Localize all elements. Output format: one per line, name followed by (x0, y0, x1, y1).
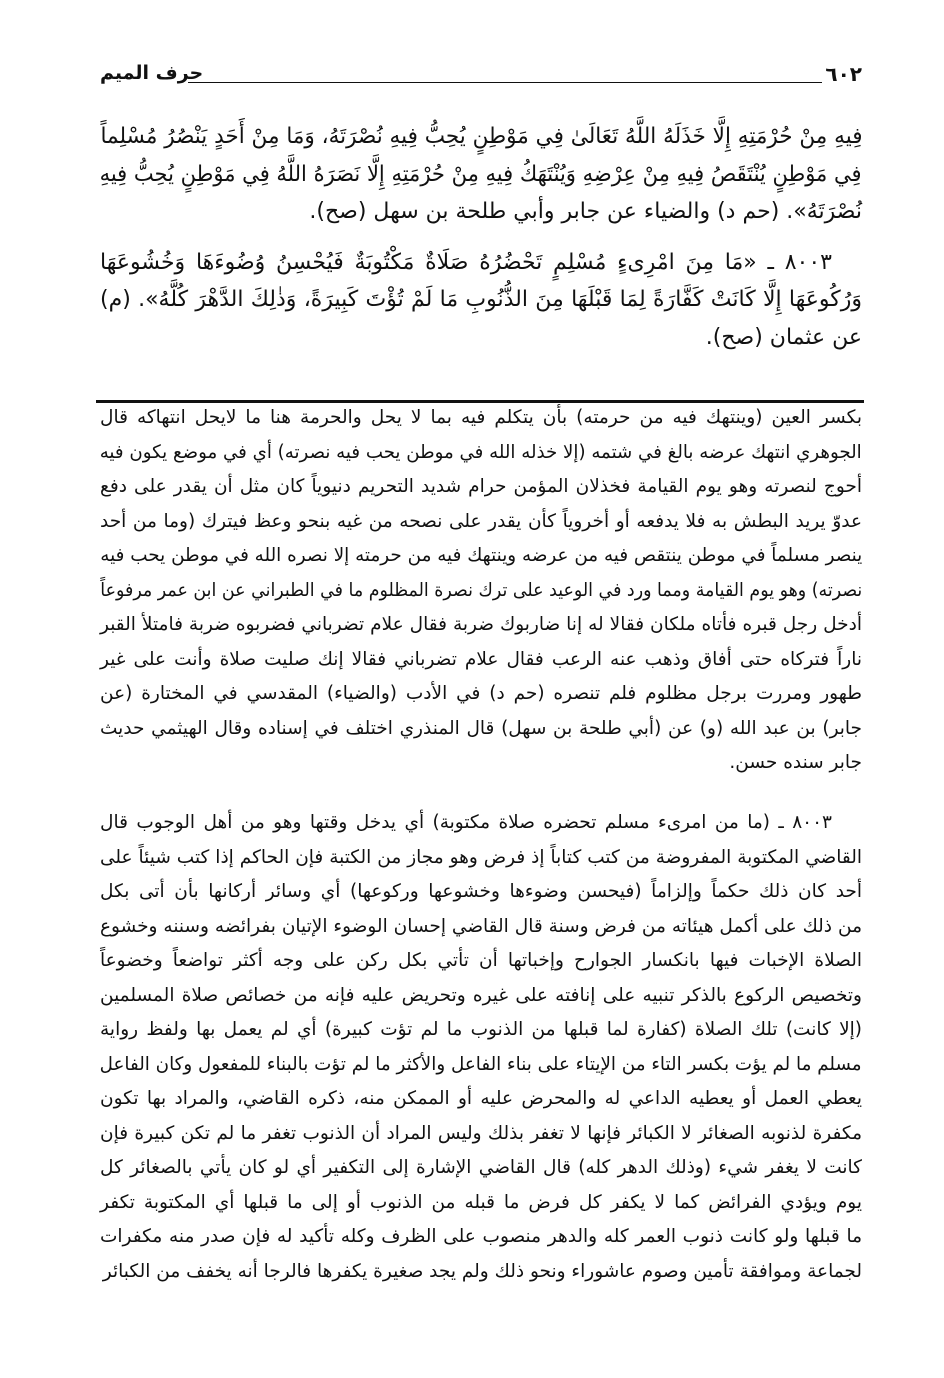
commentary-line-text: يعطي العمل أو يعطيه الداعي له والمحرض عليه أو الممكن منه، ذكره القاضي، والمراد بها تكون (100, 1088, 862, 1109)
commentary-line (100, 472, 862, 502)
commentary-line-text: من ذلك على أكمل هيئاته من فرض وسنة قال القاضي إحسان الوضوء الإتيان بفرائضه وسننه وخشوع (100, 915, 862, 937)
commentary-line (100, 541, 862, 571)
hadith-line-text: فِيهِ مِنْ حُرْمَتِهِ إِلَّا خَذَلَهُ اللَّهُ تَعَالَىٰ فِي مَوْطِنٍ يُحِبُّ فِيهِ نُصْرَتَهُ، وَمَا مِنْ أَحَدٍ يَنْصُرُ مُسْلِماً (100, 124, 862, 149)
commentary-line-text: ٨٠٠٣ ـ (ما من امرىء مسلم تحضره صلاة مكتوبة) أي يدخل وقتها وهو من أهل الوجوب قال (100, 812, 832, 833)
commentary-line-text: أدخل رجل قبره فأتاه ملكان فقالا له إنا ضاربوك ضربة فقال علام تضرباني فضربوه ضربة فامتلأ القبر (100, 614, 862, 635)
commentary-line-text: بكسر العين (وينتهك فيه من حرمته) بأن يتكلم فيه بما لا يحل والحرمة هنا ما لايحل انتهاكه قال (100, 407, 862, 428)
hadith-line-text: نُصْرَتَهُ». (حم د) والضياء عن جابر وأبي طلحة بن سهل (صح). (309, 199, 862, 224)
hadith-line-text: ٨٠٠٣ ـ «مَا مِنَ امْرِىءٍ مُسْلِمٍ تَحْضُرُهُ صَلَاةٌ مَكْتُوبَةٌ فَيُحْسِنُ وُضُوءَهَا وَخُشُوعَهَا (100, 249, 832, 275)
hadith-line (100, 158, 862, 192)
commentary-line-text: مسلم ما لم يؤت بكسر التاء من الإيتاء على بناء الفاعل والأكثر ما لم تؤت بالبناء للمفعول وكان الفاعل (100, 1053, 862, 1075)
commentary-line-text: جابر) بن عبد الله (و) عن (أبي طلحة بن سهل) قال المنذري اختلف في إسناده وقال الهيثمي حديث (100, 717, 862, 739)
commentary-line (100, 877, 862, 907)
commentary-line (100, 1257, 862, 1287)
commentary-line-text: ما قبلها ولو كانت ذنوب العمر كله والدهر منصوب على الظرف وكله تأكيد له فإن صدر منه مكفرات (100, 1226, 862, 1247)
commentary-line (100, 981, 862, 1011)
hadith-line (100, 195, 862, 229)
commentary-line-text: أحوج لنصرته وهو يوم القيامة فخذلان المؤمن حرام شديد التحريم دنيوياً كان مثل أن يقدر على دفع (100, 476, 862, 497)
commentary-line (100, 808, 862, 838)
commentary-line (100, 714, 862, 744)
commentary-line-text: الصلاة الإخبات فيها بانكسار الجوارح وإخباتها أن تأتي بكل ركن على وجه أكثر تواضعاً وخضوعاً (100, 950, 862, 971)
hadith-line (100, 246, 862, 280)
hadith-line-text: وَرُكُوعَهَا إِلَّا كَانَتْ كَفَّارَةً لِمَا قَبْلَهَا مِنَ الذُّنُوبِ مَا لَمْ تُؤْتَ كَبِيرَةً، وَذٰلِكَ الدَّهْرَ كُلَّهُ». (م) (100, 287, 862, 312)
hadith-line-text: عن عثمان (صح). (705, 324, 862, 350)
page-number: ٦٠٢ (825, 62, 862, 86)
commentary-line (100, 507, 862, 537)
commentary-line (100, 610, 862, 640)
commentary-line-text: كانت لا يغفر شيء (وذلك الدهر كله) قال القاضي الإشارة إلى التكفير أي لو كان يأتي بالصغائر كل (100, 1157, 862, 1178)
hadith-line (100, 283, 862, 317)
commentary-line (100, 576, 862, 606)
commentary-line (100, 912, 862, 942)
commentary-line-text: القاضي المكتوبة المفروضة من كتب كتاباً إذ فرض وهو مجاز من الكتبة فإن الحاكم إذا كتب شيئاً على (100, 846, 862, 868)
commentary-line-text: جابر سنده حسن. (729, 752, 862, 773)
header-rule (188, 82, 822, 83)
commentary-line (100, 679, 862, 709)
commentary-line-text: عدوّ يريد البطش به فلا يدفعه أو أخروياً كأن يقدر على نصحه من غيه بنحو وعظ فيترك (وما من أحد (100, 510, 862, 532)
commentary-line (100, 645, 862, 675)
commentary-line-text: يوم ويؤدي الفرائض كما لا يكفر كل فرض ما قبله من الذنوب أو إلى ما قبلها أي المكتوبة تكفر (100, 1191, 862, 1213)
commentary-line-text: طهور ومررت برجل مظلوم فلم تنصره (حم د) في الأدب (والضياء) المقدسي في المختارة (عن (100, 683, 862, 704)
commentary-line (100, 1119, 862, 1149)
commentary-line-text: لجماعة وموافقة تأمين وصوم عاشوراء ونحو ذلك ولم يجد صغيرة يكفرها فالرجا أنه يخفف من الكبائر (102, 1260, 862, 1282)
commentary-line (100, 403, 862, 433)
commentary-line (100, 843, 862, 873)
commentary-line (100, 438, 862, 468)
commentary-line-text: وتخصيص الركوع بالذكر تنبيه على إنافته على غيره وتحريض عليه فإنه من خصائص صلاة المسلمين (100, 984, 862, 1006)
commentary-line-text: ينصر مسلماً في موطن ينتقص فيه من عرضه وينتهك فيه من حرمته إلا نصره الله في موطن يحب فيه (100, 545, 862, 566)
commentary-line-text: أحد كان ذلك حكماً وإلزاماً (فيحسن وضوءها وخشوعها وركوعها) أي وسائر أركانها بأن أتى بكل (100, 881, 862, 902)
running-header (100, 62, 862, 92)
commentary-line (100, 1188, 862, 1218)
commentary-line-text: الجوهري انتهك عرضه بالغ في شتمه (إلا خذله الله في موطن يحب فيه نصرته) أي في موضع يكون فيه (100, 441, 862, 463)
commentary-line-text: نصرته) وهو يوم القيامة ومما ورد في الوعيد على ترك نصرة المظلوم ما في الطبراني عن ابن عمر مرفوعاً (100, 579, 862, 601)
commentary-line-text: مكفرة لذنوبه الصغائر لا الكبائر فإنها لا تغفر بذلك وليس المراد أن الذنوب تغفر ما لم تكن كبيرة فإن (100, 1122, 862, 1144)
hadith-line (100, 120, 862, 154)
commentary-line (100, 1050, 862, 1080)
hadith-line (100, 321, 862, 355)
commentary-line (100, 1015, 862, 1045)
chapter-title: حرف الميم (100, 62, 204, 84)
commentary-line (100, 1153, 862, 1183)
commentary-line-text: (إلا كانت) تلك الصلاة (كفارة لما قبلها من الذنوب ما لم تؤت كبيرة) أي لم يعمل بها ولفظ رواية (100, 1019, 862, 1040)
commentary-line (100, 1222, 862, 1252)
hadith-line-text: فِي مَوْطِنٍ يُنْتَقَصُ فِيهِ مِنْ عِرْضِهِ وَيُنْتَهَكُ فِيهِ مِنْ حُرْمَتِهِ إِلَّا نَصَرَهُ اللَّهُ فِي مَوْطِنٍ يُحِبُّ فِيهِ (100, 161, 862, 187)
commentary-line-text: ناراً فتركاه حتى أفاق وذهب عنه الرعب فقال علام تضرباني فقالا إنك صليت صلاة وأنت على غير (100, 648, 862, 670)
commentary-line (100, 946, 862, 976)
commentary-line (100, 748, 862, 778)
commentary-line (100, 1084, 862, 1114)
